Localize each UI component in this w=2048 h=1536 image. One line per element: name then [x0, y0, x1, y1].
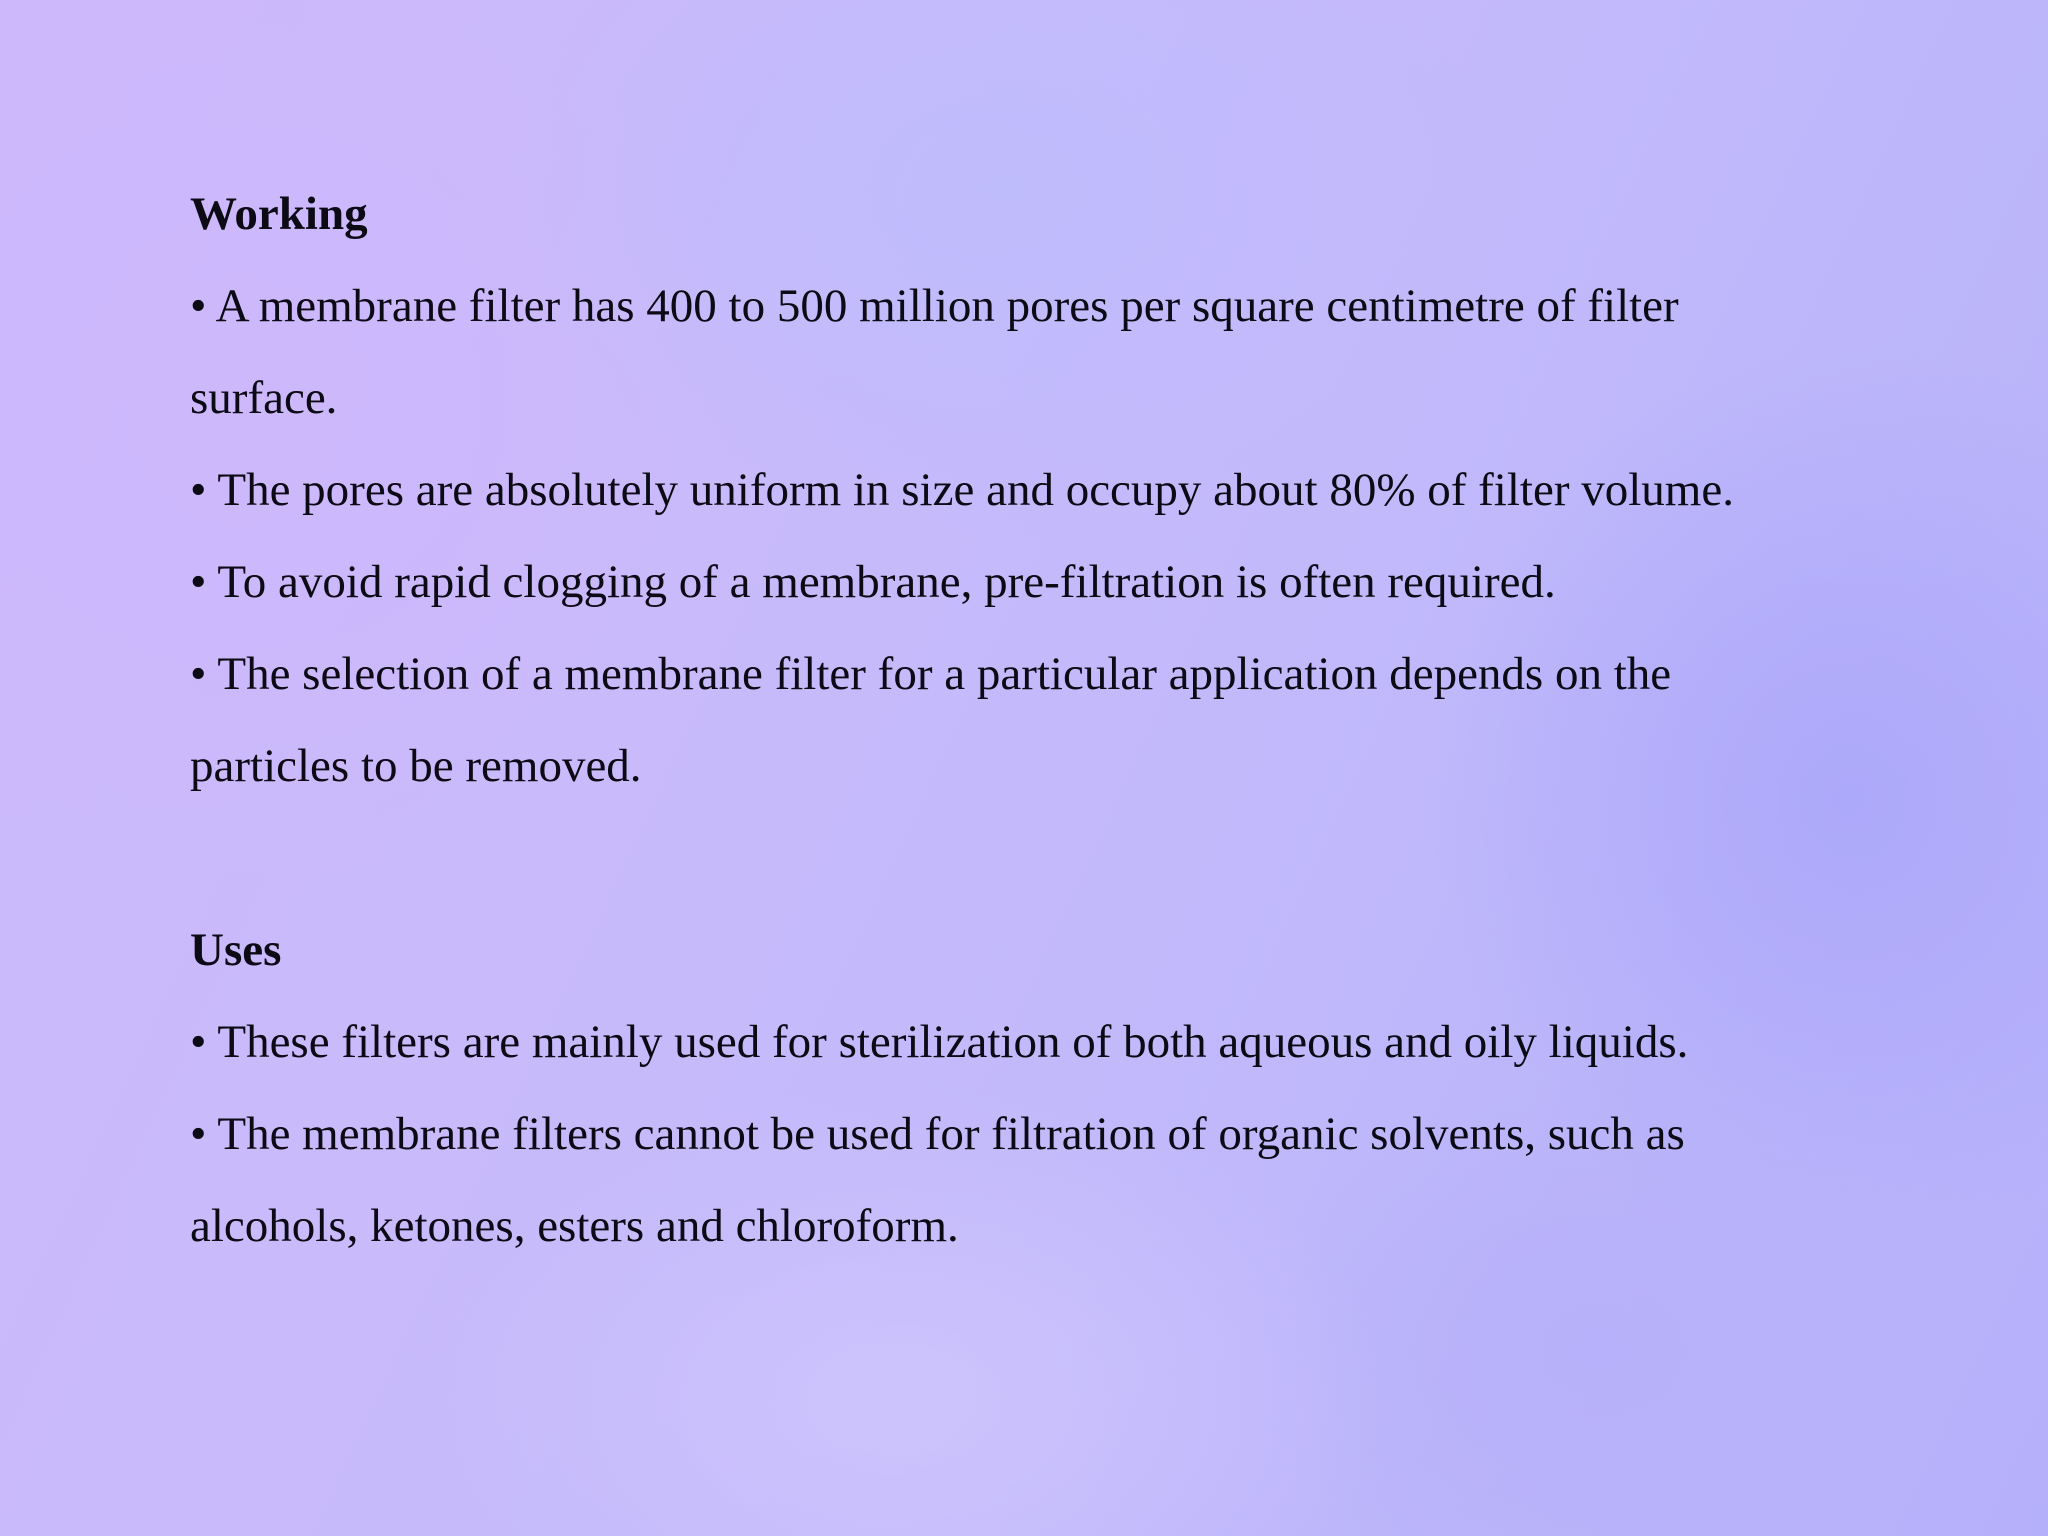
bullet-selection	[190, 628, 1990, 812]
bullet-line: surface.	[190, 372, 338, 424]
bullet-line: • The pores are absolutely uniform in size and occupy about 80% of filter volume.	[190, 464, 1734, 516]
bullet-line: • To avoid rapid clogging of a membrane, pre-filtration is often required.	[190, 556, 1556, 608]
bullet-pores-count	[190, 260, 1990, 444]
bullet-line: • The membrane filters cannot be used for filtration of organic solvents, such as	[190, 1108, 1685, 1160]
bullet-pores-uniform	[190, 444, 1990, 536]
bullet-line: • A membrane filter has 400 to 500 million pores per square centimetre of filter	[190, 280, 1679, 332]
bullet-line: particles to be removed.	[190, 740, 642, 792]
bullet-line: alcohols, ketones, esters and chloroform.	[190, 1200, 959, 1252]
bullet-line: • These filters are mainly used for sterilization of both aqueous and oily liquids.	[190, 1016, 1689, 1068]
section-spacer	[190, 812, 1990, 904]
section-heading-working: Working	[190, 188, 368, 240]
bullet-sterilization	[190, 996, 1990, 1088]
slide-content	[190, 168, 1990, 1272]
bullet-line: • The selection of a membrane filter for a particular application depends on the	[190, 648, 1672, 700]
section-heading-uses: Uses	[190, 924, 282, 976]
bullet-prefiltration	[190, 536, 1990, 628]
bullet-organic-solvents	[190, 1088, 1990, 1272]
